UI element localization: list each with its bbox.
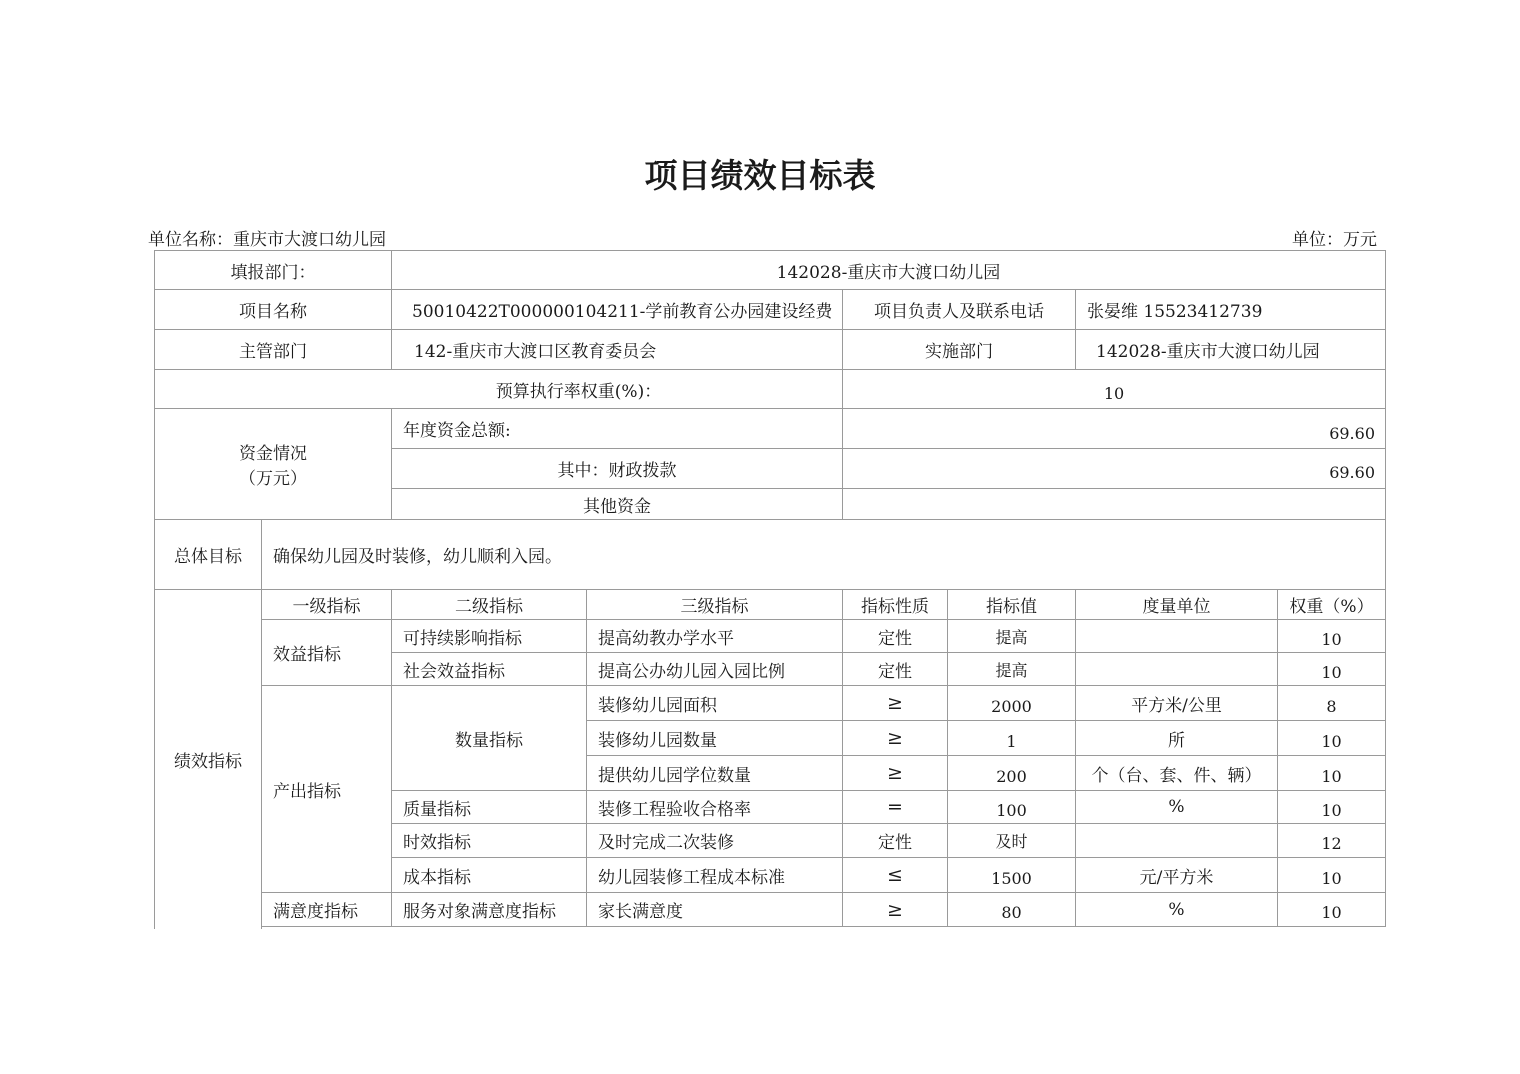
- indicator-value: 200: [947, 755, 1076, 791]
- indicator-weight: 8: [1277, 685, 1386, 721]
- level2-social: 社会效益指标: [391, 652, 587, 686]
- project-name-value: 50010422T000000104211-学前教育公办园建设经费: [391, 289, 843, 330]
- indicator-nature: =: [842, 790, 948, 824]
- indicator-value: 提高: [947, 619, 1076, 653]
- level3-indicator: 及时完成二次装修: [586, 823, 843, 858]
- fiscal-funds-value: 69.60: [842, 448, 1386, 489]
- header-unit: 度量单位: [1075, 589, 1278, 620]
- header-weight: 权重（%）: [1277, 589, 1386, 620]
- measure-unit: 平方米/公里: [1075, 685, 1278, 721]
- measure-unit: [1075, 619, 1278, 653]
- indicator-value: 1500: [947, 857, 1076, 893]
- level1-benefit: 效益指标: [261, 619, 392, 686]
- indicator-nature: ≥: [842, 755, 948, 791]
- annual-funds-label: 年度资金总额:: [391, 408, 843, 449]
- level2-cost: 成本指标: [391, 857, 587, 893]
- header-value: 指标值: [947, 589, 1076, 620]
- level2-timeliness: 时效指标: [391, 823, 587, 858]
- indicator-weight: 12: [1277, 823, 1386, 858]
- level3-indicator: 提高幼教办学水平: [586, 619, 843, 653]
- level2-sustainable: 可持续影响指标: [391, 619, 587, 653]
- indicator-value: 及时: [947, 823, 1076, 858]
- funds-label-line2: （万元）: [239, 469, 307, 489]
- level3-indicator: 提高公办幼儿园入园比例: [586, 652, 843, 686]
- level2-quantity: 数量指标: [391, 685, 587, 791]
- implementer-label: 实施部门: [842, 329, 1076, 370]
- measure-unit: 个（台、套、件、辆）: [1075, 755, 1278, 791]
- project-leader-value: 张晏维 15523412739: [1075, 289, 1386, 330]
- indicator-nature: ≥: [842, 720, 948, 756]
- measure-unit: 所: [1075, 720, 1278, 756]
- indicator-nature: ≥: [842, 685, 948, 721]
- level3-indicator: 装修幼儿园数量: [586, 720, 843, 756]
- measure-unit: %: [1075, 790, 1278, 824]
- budget-weight-value: 10: [842, 369, 1386, 409]
- measure-unit: 元/平方米: [1075, 857, 1278, 893]
- indicator-value: 80: [947, 892, 1076, 927]
- level3-indicator: 装修工程验收合格率: [586, 790, 843, 824]
- page-title: 项目绩效目标表: [644, 156, 876, 195]
- supervisor-label: 主管部门: [154, 329, 392, 370]
- level1-satisfaction: 满意度指标: [261, 892, 392, 927]
- indicator-nature: 定性: [842, 823, 948, 858]
- level3-indicator: 装修幼儿园面积: [586, 685, 843, 721]
- overall-goal-value: 确保幼儿园及时装修，幼儿顺利入园。: [261, 519, 1386, 590]
- level2-service-satisfaction: 服务对象满意度指标: [391, 892, 587, 927]
- indicator-weight: 10: [1277, 857, 1386, 893]
- header-level3: 三级指标: [586, 589, 843, 620]
- fiscal-funds-label: 其中：财政拨款: [391, 448, 843, 489]
- fill-dept-value: 142028-重庆市大渡口幼儿园: [391, 250, 1386, 290]
- header-level2: 二级指标: [391, 589, 587, 620]
- measure-unit: [1075, 652, 1278, 686]
- indicator-weight: 10: [1277, 790, 1386, 824]
- measure-unit: %: [1075, 892, 1278, 927]
- measure-unit: [1075, 823, 1278, 858]
- indicator-value: 2000: [947, 685, 1076, 721]
- indicator-weight: 10: [1277, 892, 1386, 927]
- indicator-weight: 10: [1277, 652, 1386, 686]
- indicator-nature: 定性: [842, 619, 948, 653]
- fill-dept-label: 填报部门：: [154, 250, 392, 290]
- budget-weight-label: 预算执行率权重(%)：: [154, 369, 843, 409]
- project-leader-label: 项目负责人及联系电话: [842, 289, 1076, 330]
- indicator-value: 1: [947, 720, 1076, 756]
- indicator-value: 100: [947, 790, 1076, 824]
- indicator-weight: 10: [1277, 755, 1386, 791]
- indicator-value: 提高: [947, 652, 1076, 686]
- header-nature: 指标性质: [842, 589, 948, 620]
- indicator-nature: 定性: [842, 652, 948, 686]
- indicator-nature: ≥: [842, 892, 948, 927]
- level3-indicator: 提供幼儿园学位数量: [586, 755, 843, 791]
- currency-unit: 单位：万元: [1292, 230, 1377, 250]
- level1-output: 产出指标: [261, 685, 392, 893]
- indicator-weight: 10: [1277, 619, 1386, 653]
- level2-quality: 质量指标: [391, 790, 587, 824]
- other-funds-value: [842, 488, 1386, 520]
- indicator-nature: ≤: [842, 857, 948, 893]
- overall-goal-label: 总体目标: [154, 519, 262, 590]
- implementer-value: 142028-重庆市大渡口幼儿园: [1075, 329, 1386, 370]
- annual-funds-value: 69.60: [842, 408, 1386, 449]
- supervisor-value: 142-重庆市大渡口区教育委员会: [391, 329, 843, 370]
- funds-label: [154, 408, 392, 520]
- level3-indicator: 家长满意度: [586, 892, 843, 927]
- project-name-label: 项目名称: [154, 289, 392, 330]
- indicator-weight: 10: [1277, 720, 1386, 756]
- funds-label-line1: 资金情况: [239, 444, 307, 464]
- header-level1: 一级指标: [261, 589, 392, 620]
- perf-label: 绩效指标: [154, 589, 262, 929]
- other-funds-label: 其他资金: [391, 488, 843, 520]
- unit-name: 单位名称：重庆市大渡口幼儿园: [148, 230, 386, 250]
- level3-indicator: 幼儿园装修工程成本标准: [586, 857, 843, 893]
